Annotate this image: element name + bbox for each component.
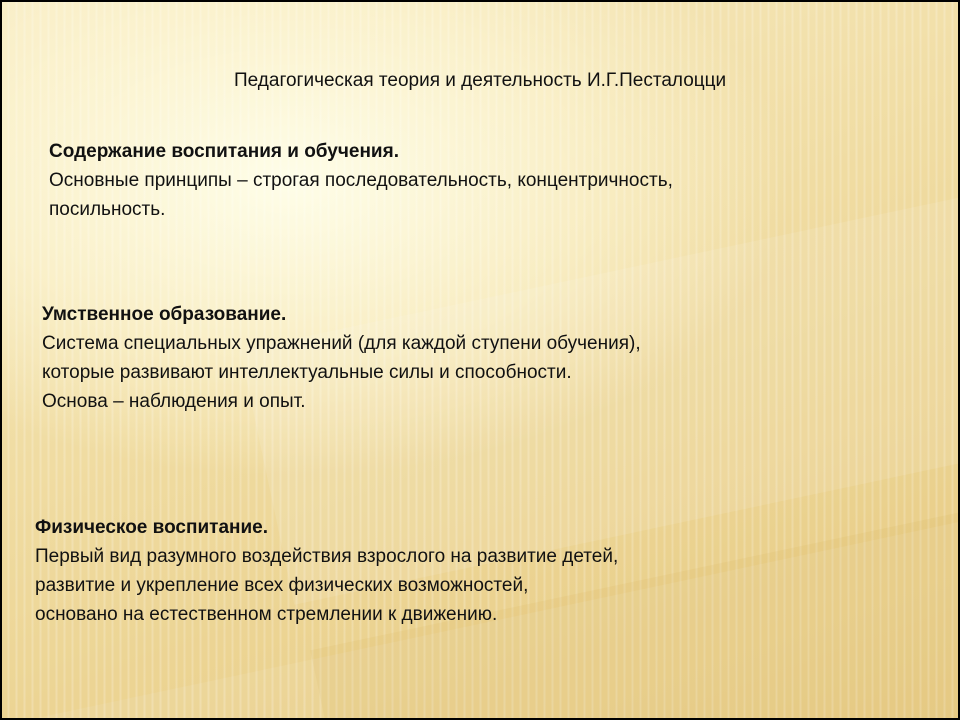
section-heading: Содержание воспитания и обучения. — [49, 141, 399, 162]
slide-title: Педагогическая теория и деятельность И.Г.Песталоцци — [234, 70, 727, 91]
slide — [2, 2, 958, 718]
section-text-line: развитие и укрепление всех физических возможностей, — [35, 575, 529, 596]
section-text-line: посильность. — [49, 199, 166, 220]
section-text-line: Основа – наблюдения и опыт. — [42, 391, 306, 412]
section-heading: Физическое воспитание. — [35, 517, 269, 538]
section-heading: Умственное образование. — [42, 304, 287, 325]
section-text-line: Первый вид разумного воздействия взрослого на развитие детей, — [35, 546, 619, 567]
section-text-line: Основные принципы – строгая последовательность, концентричность, — [49, 170, 673, 191]
section-content-of-education — [49, 137, 673, 224]
section-physical-education — [35, 513, 618, 629]
section-text-line: Система специальных упражнений (для каждой ступени обучения), — [42, 333, 641, 354]
section-mental-education — [42, 300, 641, 416]
section-text-line: основано на естественном стремлении к движению. — [35, 604, 498, 625]
section-text-line: которые развивают интеллектуальные силы и способности. — [42, 362, 572, 383]
